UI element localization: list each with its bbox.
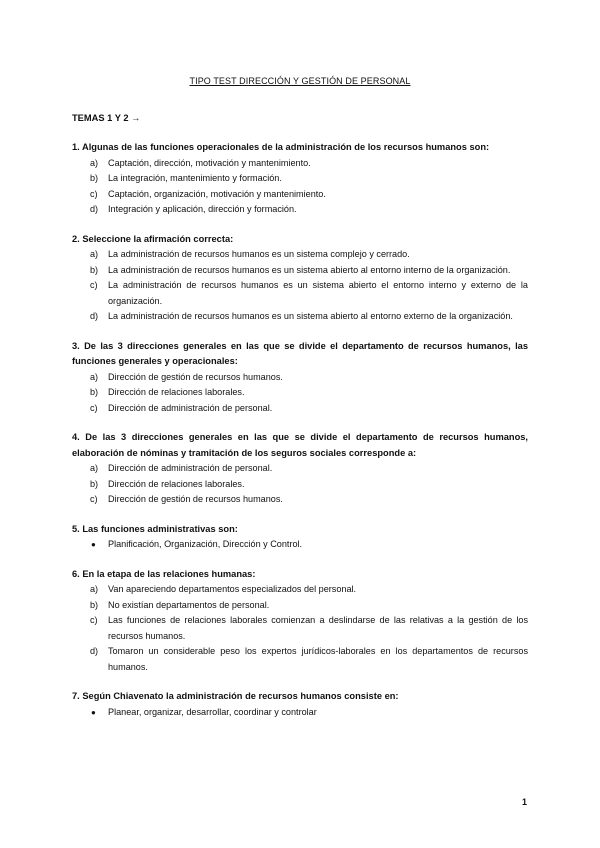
option-marker: a) <box>90 584 99 594</box>
option-text: Integración y aplicación, dirección y formación. <box>108 204 297 214</box>
answer-option <box>72 187 528 203</box>
option-list <box>72 370 528 417</box>
option-list <box>72 247 528 325</box>
option-text: No existían departamentos de personal. <box>108 599 270 610</box>
question-5 <box>72 522 528 553</box>
option-marker: c) <box>90 494 98 504</box>
option-list <box>72 537 528 553</box>
option-marker: d) <box>90 204 99 214</box>
bullet-text: Planificación, Organización, Dirección y Control. <box>108 539 303 549</box>
option-text: La administración de recursos humanos es un sistema abierto el entorno interno y externo de la organización. <box>108 280 528 306</box>
question-text: 7. Según Chiavenato la administración de recursos humanos consiste en: <box>72 691 399 701</box>
option-marker: c) <box>90 188 98 199</box>
option-text: Dirección de administración de personal. <box>108 463 273 473</box>
page-number: 1 <box>521 797 527 807</box>
option-text: Van apareciendo departamentos especializados del personal. <box>108 584 357 594</box>
question-text: 5. Las funciones administrativas son: <box>72 523 238 534</box>
question-text: 4. De las 3 direcciones generales en las que se divide el departamento de recursos humanos, elaboración de nóminas y tramitación de los seguros sociales corresponde a: <box>72 432 528 458</box>
bullet-item <box>72 537 528 553</box>
option-marker: a) <box>90 157 99 168</box>
answer-option <box>72 370 528 386</box>
document-title: TIPO TEST DIRECCIÓN Y GESTIÓN DE PERSONAL <box>189 76 411 86</box>
question-text: 1. Algunas de las funciones operacionales de la administración de los recursos humanos son: <box>72 142 490 152</box>
section-heading: TEMAS 1 Y 2 → <box>72 112 141 123</box>
answer-option <box>72 582 528 598</box>
option-marker: d) <box>90 311 99 321</box>
question-text: 3. De las 3 direcciones generales en las que se divide el departamento de recursos humanos, las funciones generales y operacionales: <box>72 340 528 366</box>
option-text: Captación, dirección, motivación y mantenimiento. <box>108 157 311 168</box>
option-marker: c) <box>90 402 98 413</box>
option-list <box>72 461 528 508</box>
bullet-text: Planear, organizar, desarrollar, coordinar y controlar <box>108 706 317 717</box>
question-text: 2. Seleccione la afirmación correcta: <box>72 233 234 244</box>
bullet-icon: ● <box>91 540 96 549</box>
option-text: Dirección de relaciones laborales. <box>108 387 245 397</box>
answer-option <box>72 477 528 493</box>
option-list <box>72 582 528 675</box>
answer-option <box>72 309 528 325</box>
bullet-icon: ● <box>91 707 96 717</box>
option-text: La integración, mantenimiento y formación. <box>108 173 282 183</box>
answer-option <box>72 156 528 172</box>
option-text: Dirección de relaciones laborales. <box>108 478 245 489</box>
option-text: La administración de recursos humanos es un sistema complejo y cerrado. <box>108 249 410 259</box>
question-4 <box>72 430 528 508</box>
document-page <box>72 74 528 734</box>
question-list <box>72 140 528 720</box>
option-marker: b) <box>90 387 99 397</box>
question-2 <box>72 232 528 325</box>
answer-option <box>72 613 528 644</box>
question-6 <box>72 567 528 676</box>
question-7 <box>72 689 528 720</box>
option-text: La administración de recursos humanos es un sistema abierto al entorno interno de la organización. <box>108 264 511 275</box>
option-text: Dirección de gestión de recursos humanos. <box>108 494 283 504</box>
question-3 <box>72 339 528 417</box>
option-text: Dirección de administración de personal. <box>108 402 273 413</box>
option-text: Tomaron un considerable peso los expertos jurídicos-laborales en los departamentos de recursos humanos. <box>108 646 528 672</box>
question-text: 6. En la etapa de las relaciones humanas: <box>72 568 256 579</box>
option-marker: d) <box>90 646 99 656</box>
answer-option <box>72 278 528 309</box>
option-marker: b) <box>90 173 99 183</box>
option-marker: a) <box>90 371 99 382</box>
option-marker: c) <box>90 280 98 290</box>
option-text: La administración de recursos humanos es un sistema abierto al entorno externo de la organización. <box>108 311 513 321</box>
answer-option <box>72 171 528 187</box>
option-text: Las funciones de relaciones laborales comienzan a deslindarse de las relativas a la gestión de los recursos humanos. <box>108 615 528 641</box>
answer-option <box>72 263 528 279</box>
option-marker: b) <box>90 478 99 489</box>
answer-option <box>72 385 528 401</box>
answer-option <box>72 492 528 508</box>
answer-option <box>72 461 528 477</box>
option-marker: c) <box>90 615 98 625</box>
option-marker: b) <box>90 264 99 275</box>
option-text: Dirección de gestión de recursos humanos. <box>108 371 283 382</box>
question-1 <box>72 140 528 218</box>
bullet-item <box>72 705 528 721</box>
option-list <box>72 156 528 218</box>
answer-option <box>72 598 528 614</box>
answer-option <box>72 644 528 675</box>
answer-option <box>72 202 528 218</box>
option-marker: a) <box>90 249 99 259</box>
option-list <box>72 705 528 721</box>
option-text: Captación, organización, motivación y mantenimiento. <box>108 188 326 199</box>
answer-option <box>72 401 528 417</box>
option-marker: b) <box>90 599 99 610</box>
option-marker: a) <box>90 463 99 473</box>
answer-option <box>72 247 528 263</box>
